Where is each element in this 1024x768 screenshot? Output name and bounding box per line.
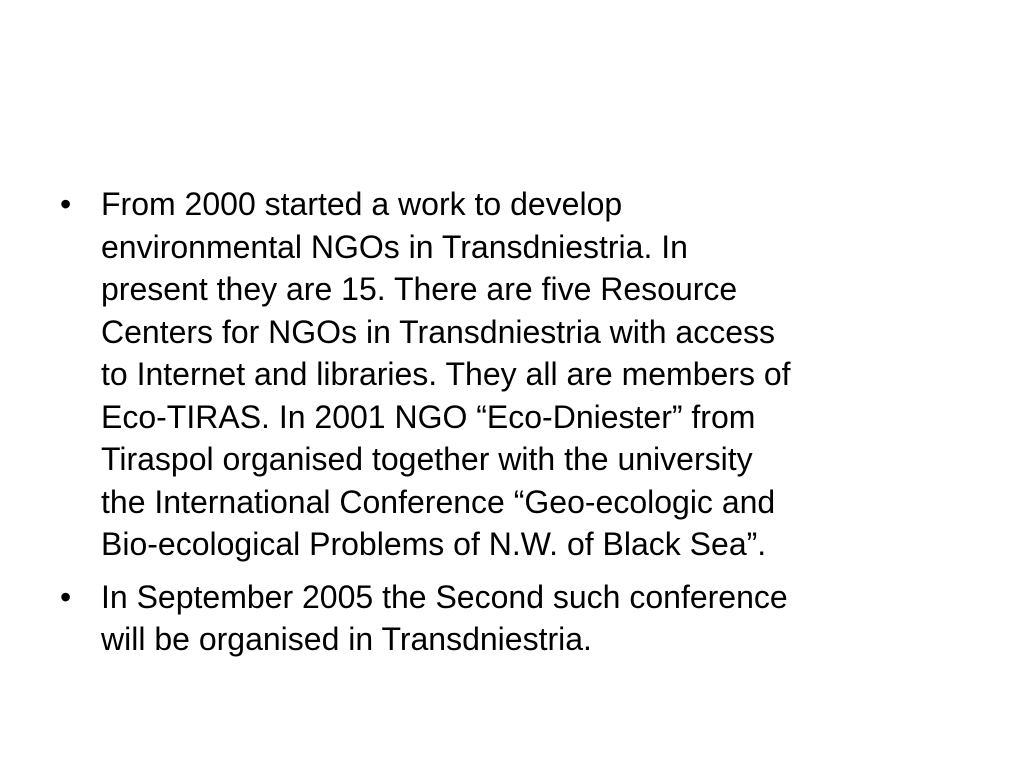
bullet-item-second-conference	[58, 576, 978, 661]
bullet-item-ngo-development	[58, 183, 978, 566]
bullet-marker: •	[60, 578, 72, 615]
bullet-list	[58, 183, 978, 671]
bullet-text: From 2000 started a work to develop environmental NGOs in Transdniestria. In present they are 15. There are five Resource Centers for NGOs in Transdniestria with access to Internet and libraries. They all are members of Eco-TIRAS. In 2001 NGO “Eco-Dniester” from Tiraspol organised together with the university the International Conference “Geo-ecologic and Bio-ecological Problems of N.W. of Black Sea”.	[101, 186, 791, 562]
bullet-text: In September 2005 the Second such conference will be organised in Transdniestria.	[101, 578, 788, 657]
bullet-marker: •	[60, 186, 72, 222]
